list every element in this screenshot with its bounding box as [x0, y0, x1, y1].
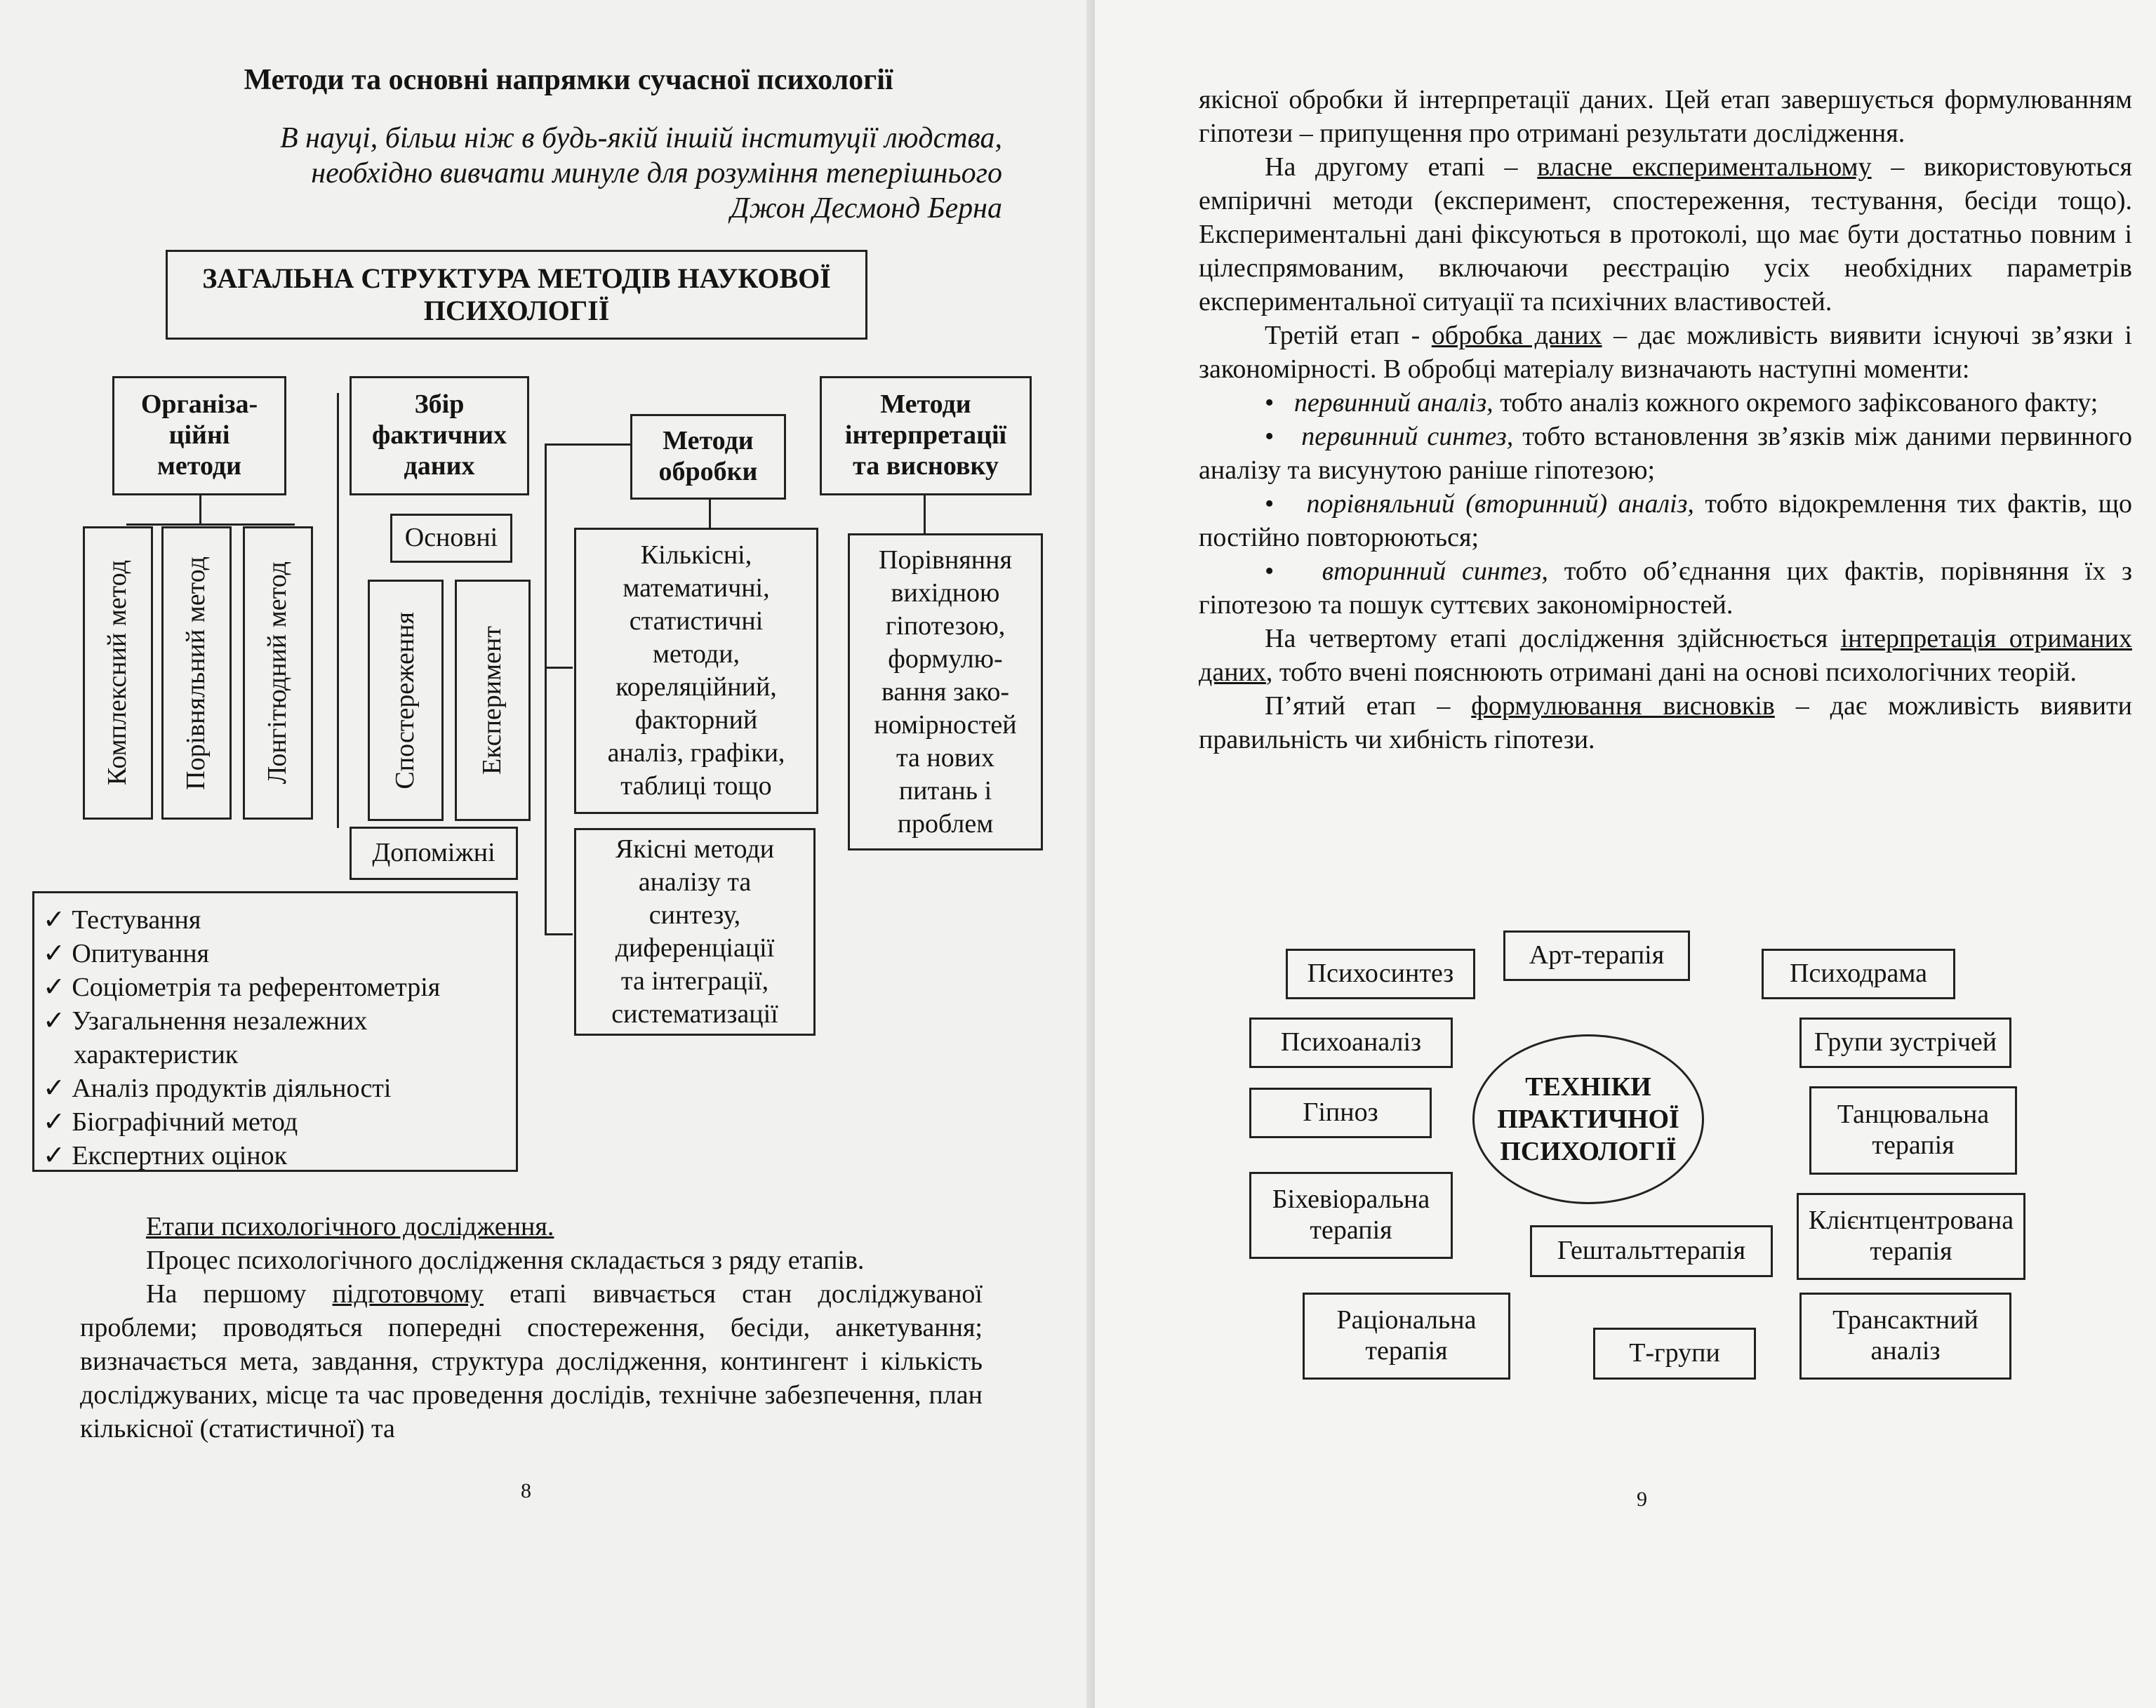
- aux-item: характеристик: [74, 1040, 239, 1069]
- collect-observation: Спостереження: [368, 580, 444, 821]
- collect-main-box: Основні: [390, 514, 512, 563]
- technique-rational: [1303, 1293, 1510, 1380]
- technique-art-therapy: Арт-терапія: [1503, 930, 1690, 981]
- technique-t-groups: Т-групи: [1593, 1328, 1756, 1380]
- technique-line: Трансактний: [1832, 1305, 1978, 1335]
- collect-box: [350, 376, 529, 495]
- technique-encounter-groups: Групи зустрічей: [1799, 1018, 2011, 1068]
- aux-item: ✓ Аналіз продуктів діяльності: [43, 1072, 440, 1105]
- interpretation-box: [820, 376, 1032, 495]
- org-item-complex: Комплексний метод: [83, 526, 153, 820]
- technique-client-centered: [1797, 1193, 2025, 1280]
- collect-label: даних: [404, 451, 475, 481]
- right-page: [1095, 0, 2156, 1708]
- aux-item: ✓ Тестування: [43, 903, 440, 937]
- stages-line: Процес психологічного дослідження складається з ряду етапів.: [146, 1246, 865, 1275]
- interp-line: питань і: [898, 775, 992, 806]
- right-para: П’ятий етап – формулювання висновків – дає можливість виявити правильність чи хибність гіпотези.: [1199, 691, 2132, 754]
- technique-line: аналіз: [1870, 1336, 1941, 1366]
- quant-line: кореляційний,: [615, 672, 777, 702]
- processing-label: Методи: [663, 426, 754, 456]
- aux-item: ✓ Соціометрія та референтометрія: [43, 970, 440, 1004]
- technique-line: терапія: [1310, 1215, 1392, 1245]
- technique-hypnosis: Гіпноз: [1249, 1088, 1432, 1138]
- technique-psychoanalysis: Психоаналіз: [1249, 1018, 1453, 1068]
- interp-line: гіпотезою,: [885, 611, 1006, 641]
- interp-line: проблем: [897, 808, 994, 839]
- epigraph: [140, 121, 1002, 226]
- bullet-item: • первинний синтез, тобто встановлення зв’язків між даними первинного аналізу та висунутою раніше гіпотезою;: [1199, 422, 2132, 485]
- quant-line: таблиці тощо: [620, 771, 772, 801]
- technique-line: терапія: [1870, 1236, 1952, 1266]
- bullet-item: • вторинний синтез, тобто об’єднання цих фактів, порівняння їх з гіпотезою та пошук суттєвих закономірностей.: [1199, 556, 2132, 620]
- processing-label: обробки: [658, 457, 758, 486]
- right-text: [1199, 83, 2132, 756]
- interp-label: Методи: [880, 389, 971, 420]
- interpretation-text-box: [848, 533, 1043, 850]
- technique-line: терапія: [1365, 1336, 1448, 1366]
- qual-line: систематизації: [611, 999, 778, 1029]
- interp-line: та нових: [896, 742, 995, 773]
- aux-item: ✓ Узагальнення незалежних: [43, 1004, 440, 1038]
- quant-line: методи,: [652, 639, 740, 669]
- interp-label: інтерпретації: [844, 420, 1007, 451]
- collect-experiment: Експеримент: [455, 580, 531, 821]
- interp-line: номірностей: [874, 709, 1017, 740]
- qual-line: синтезу,: [648, 900, 741, 930]
- org-label: ційні: [168, 420, 230, 451]
- interp-line: формулю-: [888, 643, 1003, 674]
- collect-aux-box: Допоміжні: [350, 827, 518, 880]
- diagram-title-box: [166, 250, 867, 340]
- technique-gestalt: Гештальттерапія: [1530, 1225, 1773, 1277]
- technique-line: Біхевіоральна: [1272, 1185, 1430, 1215]
- interp-line: вання зако-: [881, 676, 1010, 707]
- aux-item: ✓ Опитування: [43, 937, 440, 970]
- stages-heading: Етапи психологічного дослідження.: [146, 1212, 554, 1241]
- org-item-comparative: Порівняльний метод: [161, 526, 232, 820]
- quant-line: статистичні: [629, 606, 764, 636]
- interp-label: та висновку: [853, 451, 999, 481]
- qualitative-methods-box: [574, 828, 816, 1036]
- techniques-title-line: ТЕХНІКИ: [1525, 1072, 1651, 1102]
- techniques-ellipse: [1472, 1034, 1704, 1204]
- bullet-item: • порівняльний (вторинний) аналіз, тобто відокремлення тих фактів, що постійно повторюються;: [1199, 489, 2132, 552]
- right-para: На другому етапі – власне експериментальному – використовуються емпіричні методи (експеримент, спостереження, тестування, бесіди тощо). Експериментальні дані фіксуються в протоколі, що має бути достатньо повним і цілеспрямованим, включаючи реєстрацію усіх необхідних параметрів експериментальної ситуації та психічних властивостей.: [1199, 152, 2132, 316]
- stages-underline: підготовчому: [332, 1279, 484, 1309]
- technique-line: Раціональна: [1336, 1305, 1477, 1335]
- technique-transactional: [1799, 1293, 2011, 1380]
- epigraph-line: В науці, більш ніж в будь-якій іншій інституції людства,: [280, 122, 1002, 154]
- page-number-right: 9: [1637, 1488, 1647, 1511]
- right-para: Третій етап - обробка даних – дає можливість виявити існуючі зв’язки і закономірності. В обробці матеріалу визначають наступні моменти:: [1199, 321, 2132, 384]
- stages-fragment: На першому: [146, 1279, 333, 1309]
- interp-line: вихідною: [891, 578, 1000, 608]
- page-title: Методи та основні напрямки сучасної психології: [244, 64, 893, 96]
- collect-label: Збір: [414, 389, 465, 420]
- right-para: На четвертому етапі дослідження здійснюється інтерпретація отриманих даних, тобто вчені пояснюють отримані дані на основі психологічних теорій.: [1199, 624, 2132, 687]
- technique-line: Клієнтцентрована: [1808, 1206, 2014, 1236]
- interp-line: Порівняння: [879, 545, 1012, 575]
- page-number-left: 8: [521, 1479, 531, 1502]
- stages-fragment: етапі вивчається стан досліджуваної проблеми; проводяться попередні спостереження, бесіди, анкетування; визначається мета, завдання, структура дослідження, контингент і кількість досліджуваних, місце та час проведення дослідів, технічне забезпечення, план кількісної (статистичної) та: [80, 1279, 983, 1443]
- qual-line: та інтеграції,: [620, 966, 769, 996]
- right-para: якісної обробки й інтерпретації даних. Цей етап завершується формулюванням гіпотези – припущення про отримані результати дослідження.: [1199, 85, 2132, 148]
- aux-methods-list: [32, 891, 518, 1172]
- qual-line: аналізу та: [638, 867, 752, 897]
- aux-item: ✓ Біографічний метод: [43, 1105, 440, 1139]
- techniques-title-line: ПРАКТИЧНОЇ: [1497, 1105, 1679, 1134]
- epigraph-line: необхідно вивчати минуле для розуміння теперішнього: [311, 157, 1002, 189]
- bullet-item: • первинний аналіз, тобто аналіз кожного окремого зафіксованого факту;: [1265, 388, 2098, 418]
- org-label: методи: [157, 451, 241, 481]
- diagram-title-line: ЗАГАЛЬНА СТРУКТУРА МЕТОДІВ НАУКОВОЇ: [202, 262, 831, 294]
- technique-behavioral: [1249, 1172, 1453, 1259]
- org-item-longitudinal: Лонгітюдний метод: [243, 526, 313, 820]
- technique-line: Танцювальна: [1837, 1100, 1990, 1130]
- techniques-title-line: ПСИХОЛОГІЇ: [1500, 1137, 1677, 1166]
- qual-line: диференціації: [615, 933, 775, 963]
- diagram-title-line: ПСИХОЛОГІЇ: [423, 295, 610, 326]
- epigraph-author: Джон Десмонд Берна: [730, 192, 1002, 225]
- stages-text: [80, 1243, 983, 1446]
- collect-label: фактичних: [372, 420, 507, 451]
- org-label: Організа-: [140, 389, 258, 420]
- aux-item: ✓ Експертних оцінок: [43, 1139, 440, 1173]
- quant-line: Кількісні,: [640, 540, 752, 570]
- technique-dance-therapy: [1809, 1086, 2017, 1175]
- processing-box: [630, 414, 786, 500]
- quant-line: факторний: [634, 705, 758, 735]
- quant-line: аналіз, графіки,: [607, 738, 785, 768]
- technique-psychodrama: Психодрама: [1762, 949, 1955, 999]
- quantitative-methods-box: [574, 528, 818, 814]
- quant-line: математичні,: [623, 573, 770, 603]
- technique-psychosynthesis: Психосинтез: [1286, 949, 1475, 999]
- qual-line: Якісні методи: [615, 834, 775, 864]
- technique-line: терапія: [1872, 1130, 1955, 1160]
- org-methods-box: [112, 376, 286, 495]
